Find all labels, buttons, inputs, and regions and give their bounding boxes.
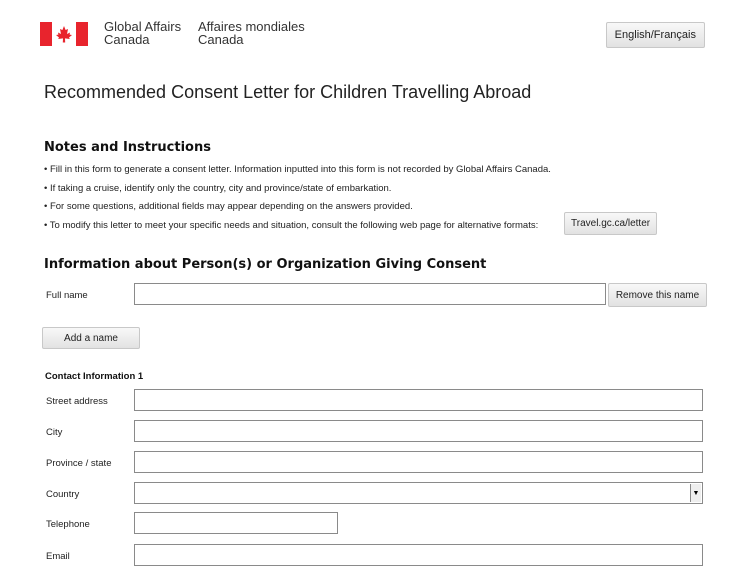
- notes-list: [44, 163, 551, 237]
- country-select[interactable]: [134, 482, 703, 504]
- department-name-fr-line1: Affaires mondiales: [198, 19, 305, 34]
- full-name-input[interactable]: [134, 283, 606, 305]
- street-address-input[interactable]: [134, 389, 703, 411]
- telephone-input[interactable]: [134, 512, 338, 534]
- city-label: City: [46, 427, 63, 438]
- department-name-en-line2: Canada: [104, 32, 150, 47]
- email-input[interactable]: [134, 544, 703, 566]
- contact-section-heading: Contact Information 1: [45, 371, 144, 382]
- note-item: • For some questions, additional fields may appear depending on the answers provided.: [44, 200, 551, 219]
- province-state-label: Province / state: [46, 458, 112, 469]
- full-name-label: Full name: [46, 290, 88, 301]
- add-name-button[interactable]: Add a name: [42, 327, 140, 349]
- language-toggle-button[interactable]: English/Français: [606, 22, 705, 48]
- note-item: • Fill in this form to generate a consent letter. Information inputted into this form is not recorded by Global Affairs Canada.: [44, 163, 551, 182]
- travel-letter-link-button[interactable]: Travel.gc.ca/letter: [564, 212, 657, 235]
- email-label: Email: [46, 551, 70, 562]
- department-name-en: [104, 20, 181, 46]
- department-name-en-line1: Global Affairs: [104, 19, 182, 34]
- department-name-fr: [198, 20, 305, 46]
- dropdown-arrow-icon[interactable]: ▼: [690, 484, 701, 502]
- canada-flag-icon: [40, 22, 88, 46]
- notes-heading: Notes and Instructions: [44, 140, 211, 155]
- consent-section-heading: Information about Person(s) or Organization Giving Consent: [44, 257, 487, 272]
- street-address-label: Street address: [46, 396, 108, 407]
- province-state-input[interactable]: [134, 451, 703, 473]
- note-item: • If taking a cruise, identify only the country, city and province/state of embarkation.: [44, 182, 551, 201]
- site-header: [40, 18, 710, 52]
- country-label: Country: [46, 489, 80, 500]
- telephone-label: Telephone: [46, 519, 90, 530]
- remove-name-button[interactable]: Remove this name: [608, 283, 707, 307]
- city-input[interactable]: [134, 420, 703, 442]
- note-item: • To modify this letter to meet your specific needs and situation, consult the following web page for alternative formats:: [44, 219, 551, 238]
- department-name-fr-line2: Canada: [198, 32, 244, 47]
- page-title: Recommended Consent Letter for Children Travelling Abroad: [44, 82, 532, 102]
